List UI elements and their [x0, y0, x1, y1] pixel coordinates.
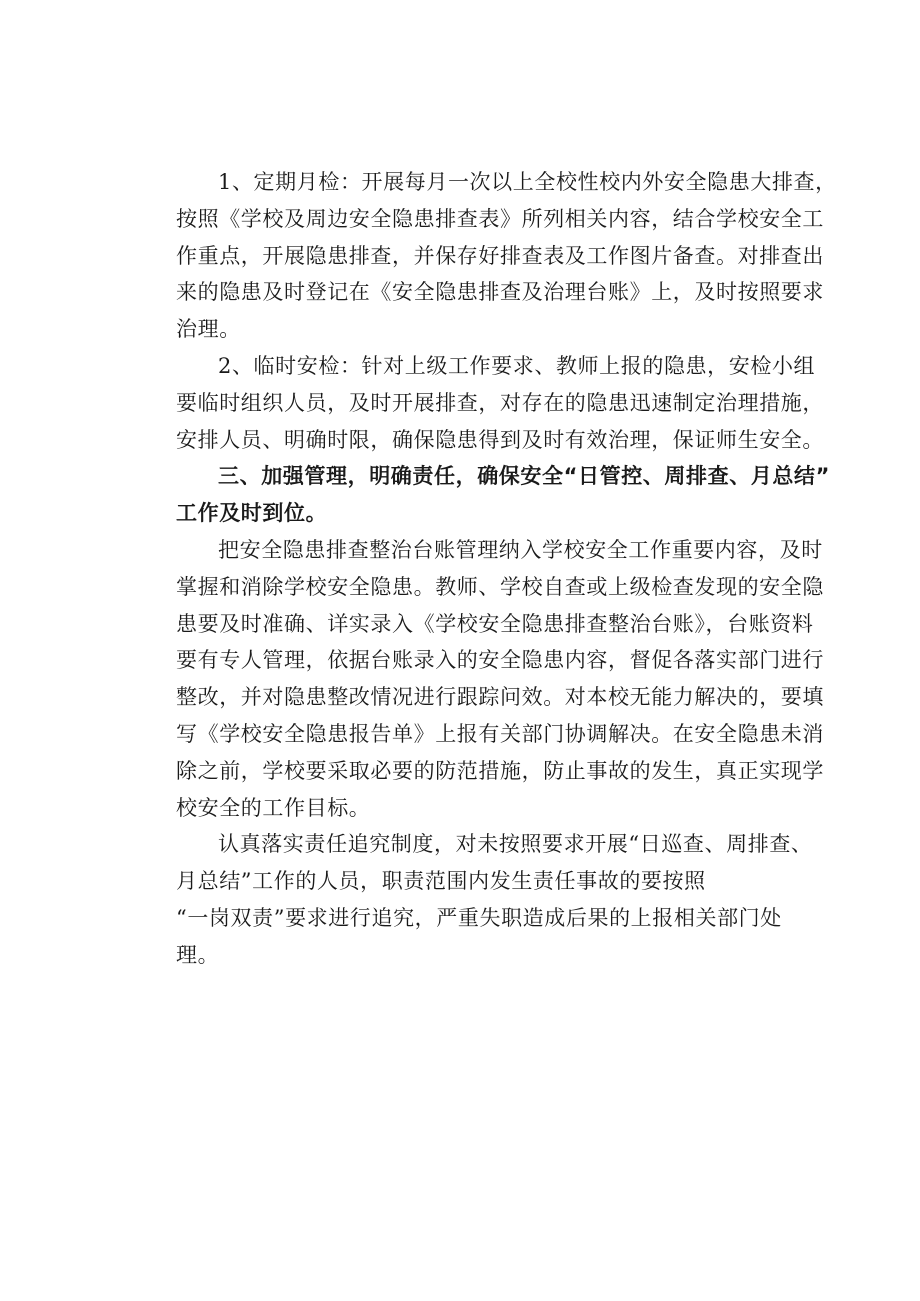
paragraph-item-1	[134, 164, 837, 348]
document-body	[134, 164, 837, 974]
heading-line: 三、加强管理，明确责任，确保安全“日管控、周排查、月总结”	[218, 464, 831, 489]
paragraph-body-1	[134, 532, 824, 826]
text-line: 除之前，学校要采取必要的防范措施，防止事故的发生，真正实现学	[176, 758, 824, 783]
text-line: 按照《学校及周边安全隐患排查表》所列相关内容，结合学校安全工	[176, 206, 824, 231]
text-line: “一岗双责”要求进行追究，严重失职造成后果的上报相关部门处	[176, 905, 782, 930]
text-line: 整改，并对隐患整改情况进行跟踪问效。对本校无能力解决的，要填	[176, 685, 824, 710]
text-line: 校安全的工作目标。	[176, 795, 371, 820]
paragraph-body-2	[134, 826, 813, 973]
text-line: 理。	[176, 942, 220, 967]
text-line: 来的隐患及时登记在《安全隐患排查及治理台账》上，及时按照要求	[176, 280, 824, 305]
text-line: 把安全隐患排查整治台账管理纳入学校安全工作重要内容，及时	[218, 537, 823, 562]
text-line: 要有专人管理，依据台账录入的安全隐患内容，督促各落实部门进行	[176, 648, 824, 673]
text-line: 要临时组织人员，及时开展排查，对存在的隐患迅速制定治理措施，	[176, 390, 824, 415]
text-line: 1、定期月检：开展每月一次以上全校性校内外安全隐患大排查，	[218, 170, 837, 194]
text-line: 患要及时准确、详实录入《学校安全隐患排查整治台账》，台账资料	[176, 611, 814, 636]
section-heading-3	[134, 458, 831, 532]
text-line: 掌握和消除学校安全隐患。教师、学校自查或上级检查发现的安全隐	[176, 574, 824, 599]
text-line: 治理。	[176, 317, 241, 342]
heading-line: 工作及时到位。	[176, 501, 328, 526]
text-line: 2、临时安检：针对上级工作要求、教师上报的隐患，安检小组	[218, 353, 816, 378]
text-line: 安排人员、明确时限，确保隐患得到及时有效治理，保证师生安全。	[176, 427, 824, 452]
paragraph-item-2	[134, 348, 824, 458]
text-line: 作重点，开展隐患排查，并保存好排查表及工作图片备查。对排查出	[176, 243, 824, 268]
text-line: 月总结”工作的人员，职责范围内发生责任事故的要按照	[176, 869, 706, 894]
text-line: 认真落实责任追究制度，对未按照要求开展“日巡查、周排查、	[218, 832, 813, 857]
text-line: 写《学校安全隐患报告单》上报有关部门协调解决。在安全隐患未消	[176, 721, 824, 746]
